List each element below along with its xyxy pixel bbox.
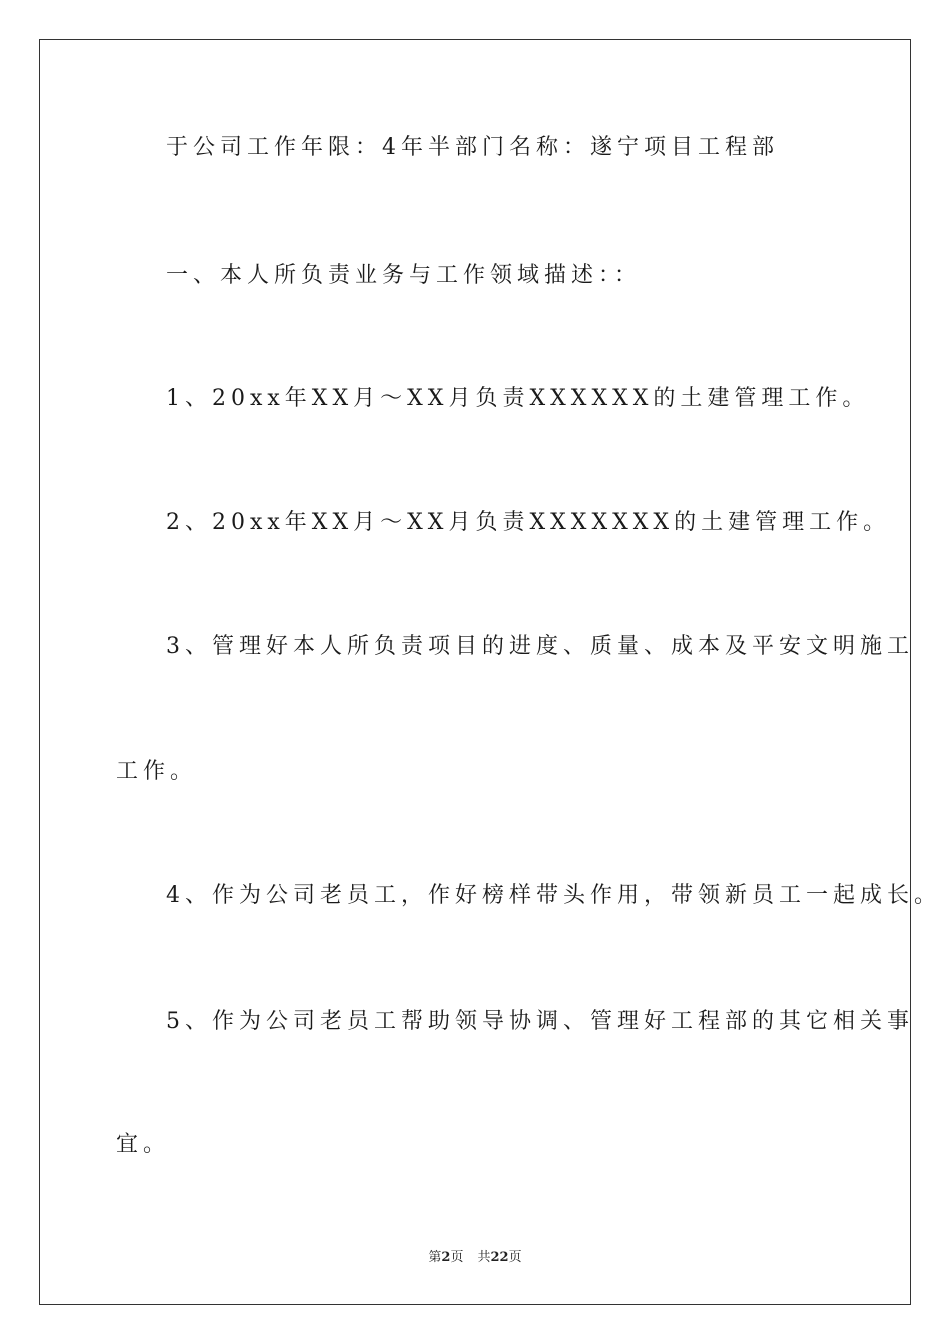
list-item-1: 1、20xx年XX月～XX月负责XXXXXX的土建管理工作。	[166, 386, 870, 411]
body-line-1: 于公司工作年限：4年半部门名称：遂宁项目工程部	[166, 135, 779, 160]
total-pages: 22	[490, 1250, 509, 1265]
list-item-4: 4、作为公司老员工，作好榜样带头作用，带领新员工一起成长。	[166, 883, 941, 908]
page-prefix: 第	[428, 1250, 442, 1265]
list-item-3-continuation: 工作。	[116, 759, 198, 784]
total-prefix: 共	[477, 1250, 491, 1265]
section-heading: 一、本人所负责业务与工作领域描述：：	[166, 263, 642, 288]
list-item-5-continuation: 宜。	[116, 1132, 171, 1157]
total-suffix: 页	[508, 1250, 522, 1265]
page-suffix: 页	[450, 1250, 464, 1265]
list-item-3: 3、管理好本人所负责项目的进度、质量、成本及平安文明施工	[166, 634, 914, 659]
page-border	[39, 39, 911, 1305]
page-number: 2	[441, 1250, 451, 1265]
list-item-2: 2、20xx年XX月～XX月负责XXXXXXX的土建管理工作。	[166, 510, 891, 535]
list-item-5: 5、作为公司老员工帮助领导协调、管理好工程部的其它相关事	[166, 1009, 914, 1034]
page-footer	[0, 1246, 950, 1265]
